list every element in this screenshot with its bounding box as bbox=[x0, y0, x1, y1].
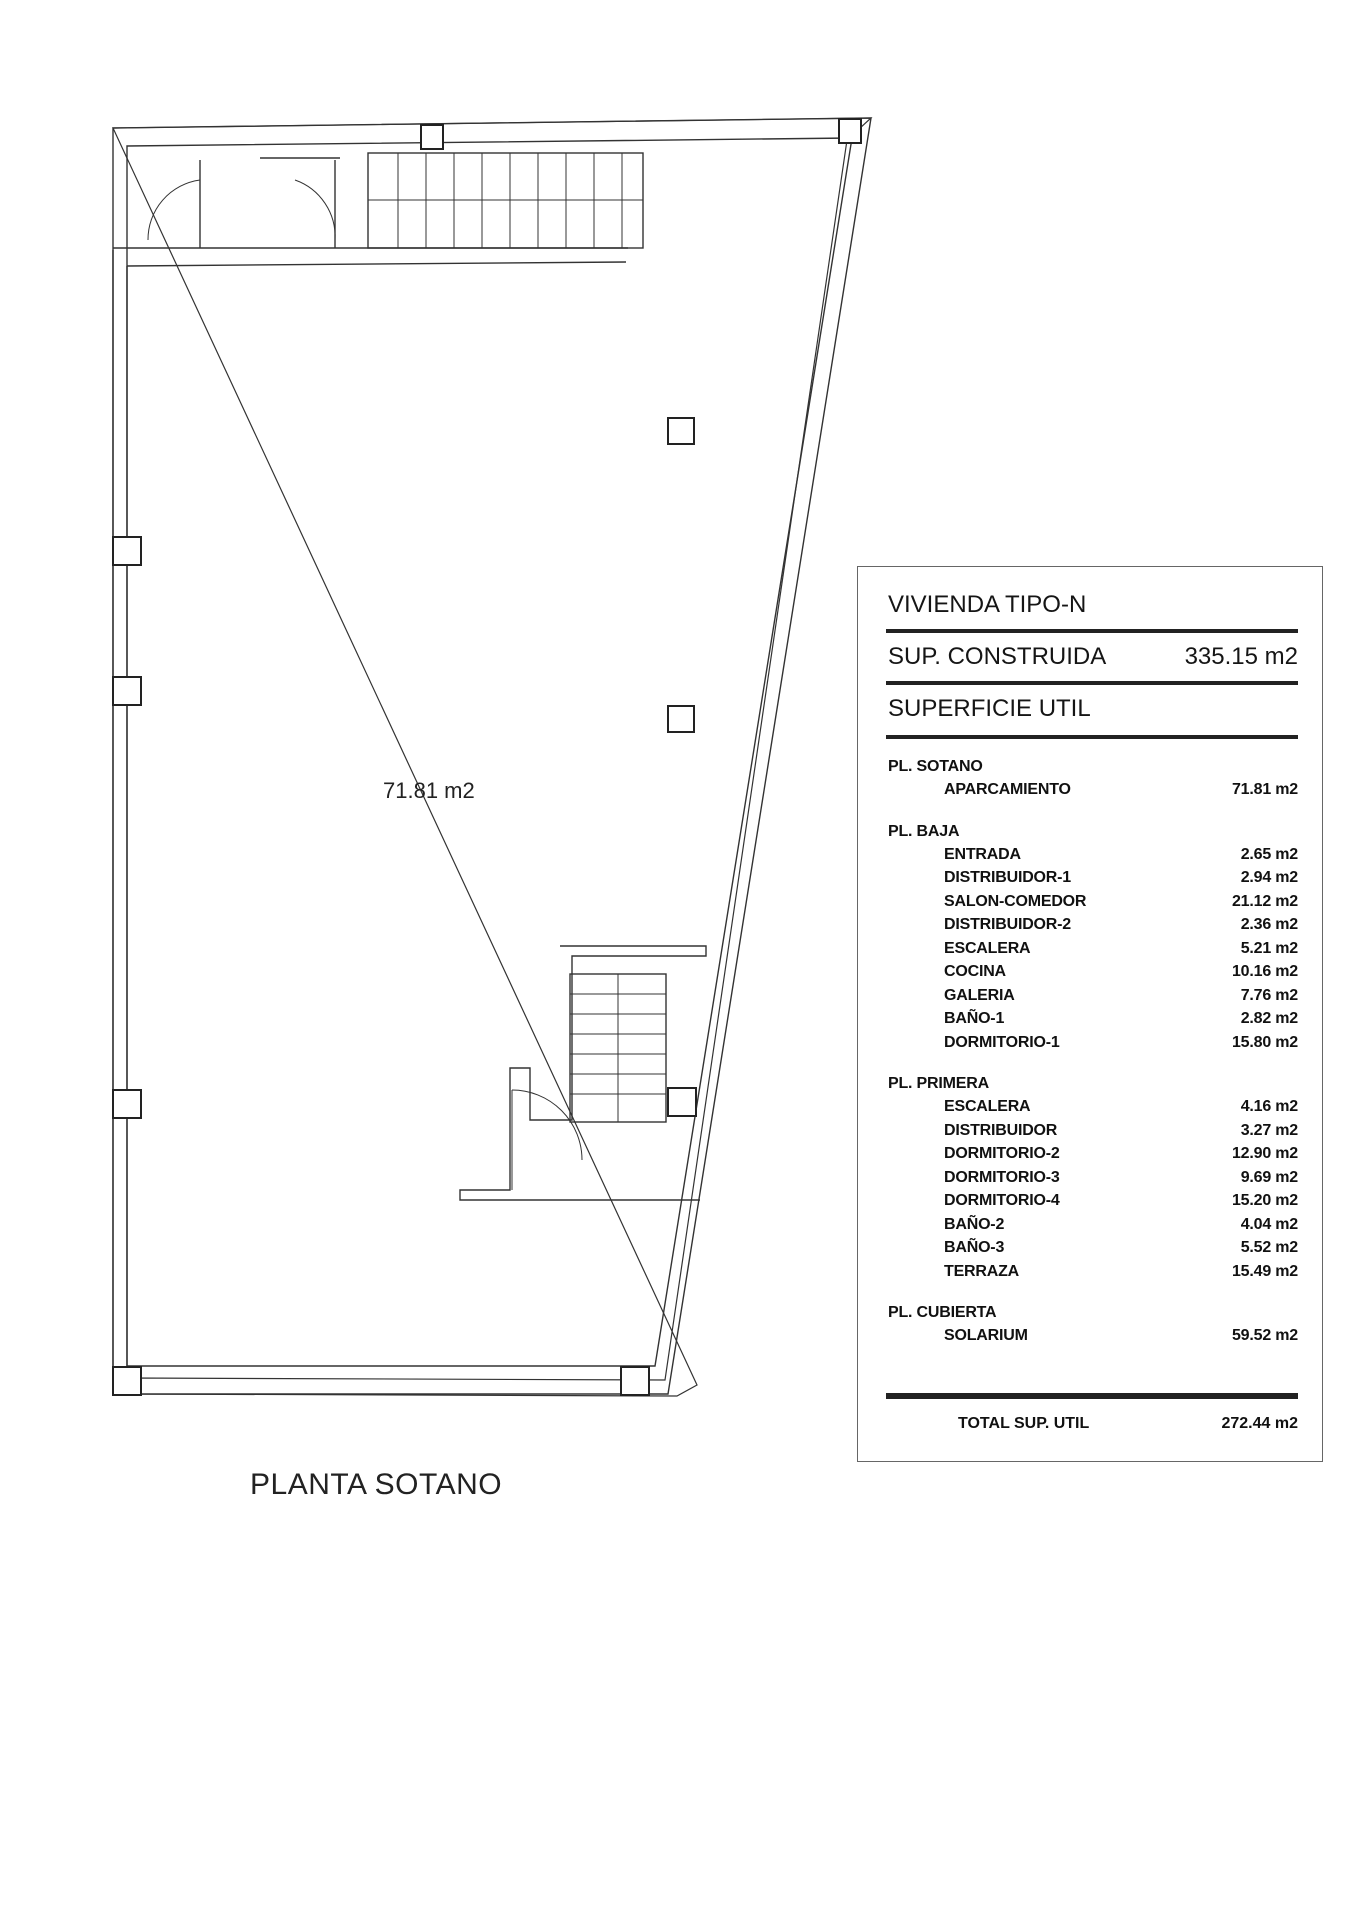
floor-name: PL. CUBIERTA bbox=[888, 1304, 997, 1321]
floor-name: PL. BAJA bbox=[888, 822, 960, 840]
room-name: DISTRIBUIDOR bbox=[944, 1121, 1058, 1139]
column bbox=[668, 418, 694, 444]
room-name: GALERIA bbox=[944, 986, 1015, 1004]
room-area: 2.82 m2 bbox=[1240, 1010, 1298, 1027]
room-name: COCINA bbox=[944, 963, 1006, 980]
room-row bbox=[888, 1166, 1298, 1190]
parking-area-label: 71.81 m2 bbox=[383, 778, 475, 803]
room-area: 10.16 m2 bbox=[1231, 963, 1298, 980]
sup-construida-value: 335.15 m2 bbox=[1184, 643, 1298, 670]
room-row bbox=[888, 1119, 1298, 1143]
column bbox=[113, 537, 141, 565]
room-name: DISTRIBUIDOR-1 bbox=[944, 869, 1071, 886]
floor-name: PL. SOTANO bbox=[888, 758, 983, 775]
room-area: 15.20 m2 bbox=[1231, 1192, 1298, 1209]
room-area: 5.21 m2 bbox=[1240, 939, 1298, 957]
room-row bbox=[888, 890, 1298, 914]
column bbox=[621, 1367, 649, 1395]
room-area: 2.36 m2 bbox=[1240, 916, 1298, 933]
plan-title: PLANTA SOTANO bbox=[250, 1468, 503, 1501]
room-row bbox=[888, 1324, 1298, 1348]
room-name: DORMITORIO-2 bbox=[944, 1145, 1060, 1162]
column bbox=[421, 125, 443, 149]
room-name: BAÑO-2 bbox=[944, 1215, 1005, 1233]
divider bbox=[886, 735, 1298, 739]
room-area: 21.12 m2 bbox=[1231, 892, 1298, 910]
room-area: 15.80 m2 bbox=[1231, 1033, 1298, 1051]
outer-wall bbox=[113, 118, 871, 1396]
total-row bbox=[938, 1415, 1298, 1433]
room-row bbox=[888, 1236, 1298, 1260]
room-row bbox=[888, 1007, 1298, 1031]
floor-section bbox=[888, 755, 1298, 802]
superficie-util-label: SUPERFICIE UTIL bbox=[888, 695, 1091, 722]
room-name: DORMITORIO-1 bbox=[944, 1033, 1060, 1051]
room-area: 71.81 m2 bbox=[1231, 781, 1298, 798]
room-row bbox=[888, 1095, 1298, 1119]
room-row bbox=[888, 1213, 1298, 1237]
divider bbox=[886, 629, 1298, 633]
room-area: 59.52 m2 bbox=[1231, 1327, 1298, 1344]
room-row bbox=[888, 1142, 1298, 1166]
room-name: DISTRIBUIDOR-2 bbox=[944, 916, 1071, 933]
sup-construida-label: SUP. CONSTRUIDA bbox=[888, 643, 1107, 670]
room-row bbox=[888, 866, 1298, 890]
column bbox=[113, 677, 141, 705]
room-name: ESCALERA bbox=[944, 1098, 1031, 1115]
floor-sections bbox=[888, 755, 1298, 1366]
total-label: TOTAL SUP. UTIL bbox=[958, 1415, 1090, 1432]
room-row bbox=[888, 960, 1298, 984]
room-row bbox=[888, 1031, 1298, 1055]
room-area: 12.90 m2 bbox=[1231, 1145, 1298, 1162]
room-name: ENTRADA bbox=[944, 845, 1021, 863]
room-area: 9.69 m2 bbox=[1240, 1168, 1298, 1186]
table-title: VIVIENDA TIPO-N bbox=[888, 591, 1087, 618]
door-swing bbox=[148, 180, 200, 240]
room-name: TERRAZA bbox=[944, 1262, 1020, 1280]
room-name: APARCAMIENTO bbox=[944, 781, 1071, 798]
floor-section bbox=[888, 820, 1298, 1055]
room-name: SOLARIUM bbox=[944, 1327, 1028, 1344]
room-row bbox=[888, 843, 1298, 867]
room-area: 5.52 m2 bbox=[1240, 1239, 1298, 1256]
room-row bbox=[888, 1260, 1298, 1284]
room-name: DORMITORIO-4 bbox=[944, 1192, 1060, 1209]
room-row bbox=[888, 937, 1298, 961]
column bbox=[113, 1367, 141, 1395]
room-area: 4.16 m2 bbox=[1240, 1098, 1298, 1115]
column bbox=[113, 1090, 141, 1118]
divider bbox=[886, 681, 1298, 685]
column bbox=[668, 1088, 696, 1116]
room-area: 15.49 m2 bbox=[1231, 1262, 1298, 1280]
room-area: 3.27 m2 bbox=[1240, 1121, 1298, 1139]
room-name: SALON-COMEDOR bbox=[944, 892, 1087, 910]
room-area: 2.65 m2 bbox=[1240, 845, 1298, 863]
room-row bbox=[888, 778, 1298, 802]
room-area: 7.76 m2 bbox=[1240, 986, 1298, 1004]
room-row bbox=[888, 913, 1298, 937]
surface-table bbox=[857, 566, 1323, 1462]
room-name: BAÑO-1 bbox=[944, 1010, 1005, 1027]
interior-line bbox=[127, 138, 852, 1366]
exterior-line bbox=[113, 118, 871, 1394]
room-row bbox=[888, 984, 1298, 1008]
total-value: 272.44 m2 bbox=[1221, 1415, 1298, 1432]
column bbox=[668, 706, 694, 732]
sup-construida-row bbox=[888, 643, 1298, 671]
floor-name: PL. PRIMERA bbox=[888, 1075, 989, 1092]
floor-section bbox=[888, 1072, 1298, 1283]
room-name: ESCALERA bbox=[944, 939, 1031, 957]
room-area: 4.04 m2 bbox=[1240, 1215, 1298, 1233]
inner-stair-wall bbox=[460, 946, 706, 1200]
room-name: BAÑO-3 bbox=[944, 1239, 1005, 1256]
column bbox=[839, 119, 861, 143]
total-divider bbox=[886, 1393, 1298, 1399]
room-area: 2.94 m2 bbox=[1240, 869, 1298, 886]
floor-section bbox=[888, 1301, 1298, 1348]
room-row bbox=[888, 1189, 1298, 1213]
room-name: DORMITORIO-3 bbox=[944, 1168, 1060, 1186]
